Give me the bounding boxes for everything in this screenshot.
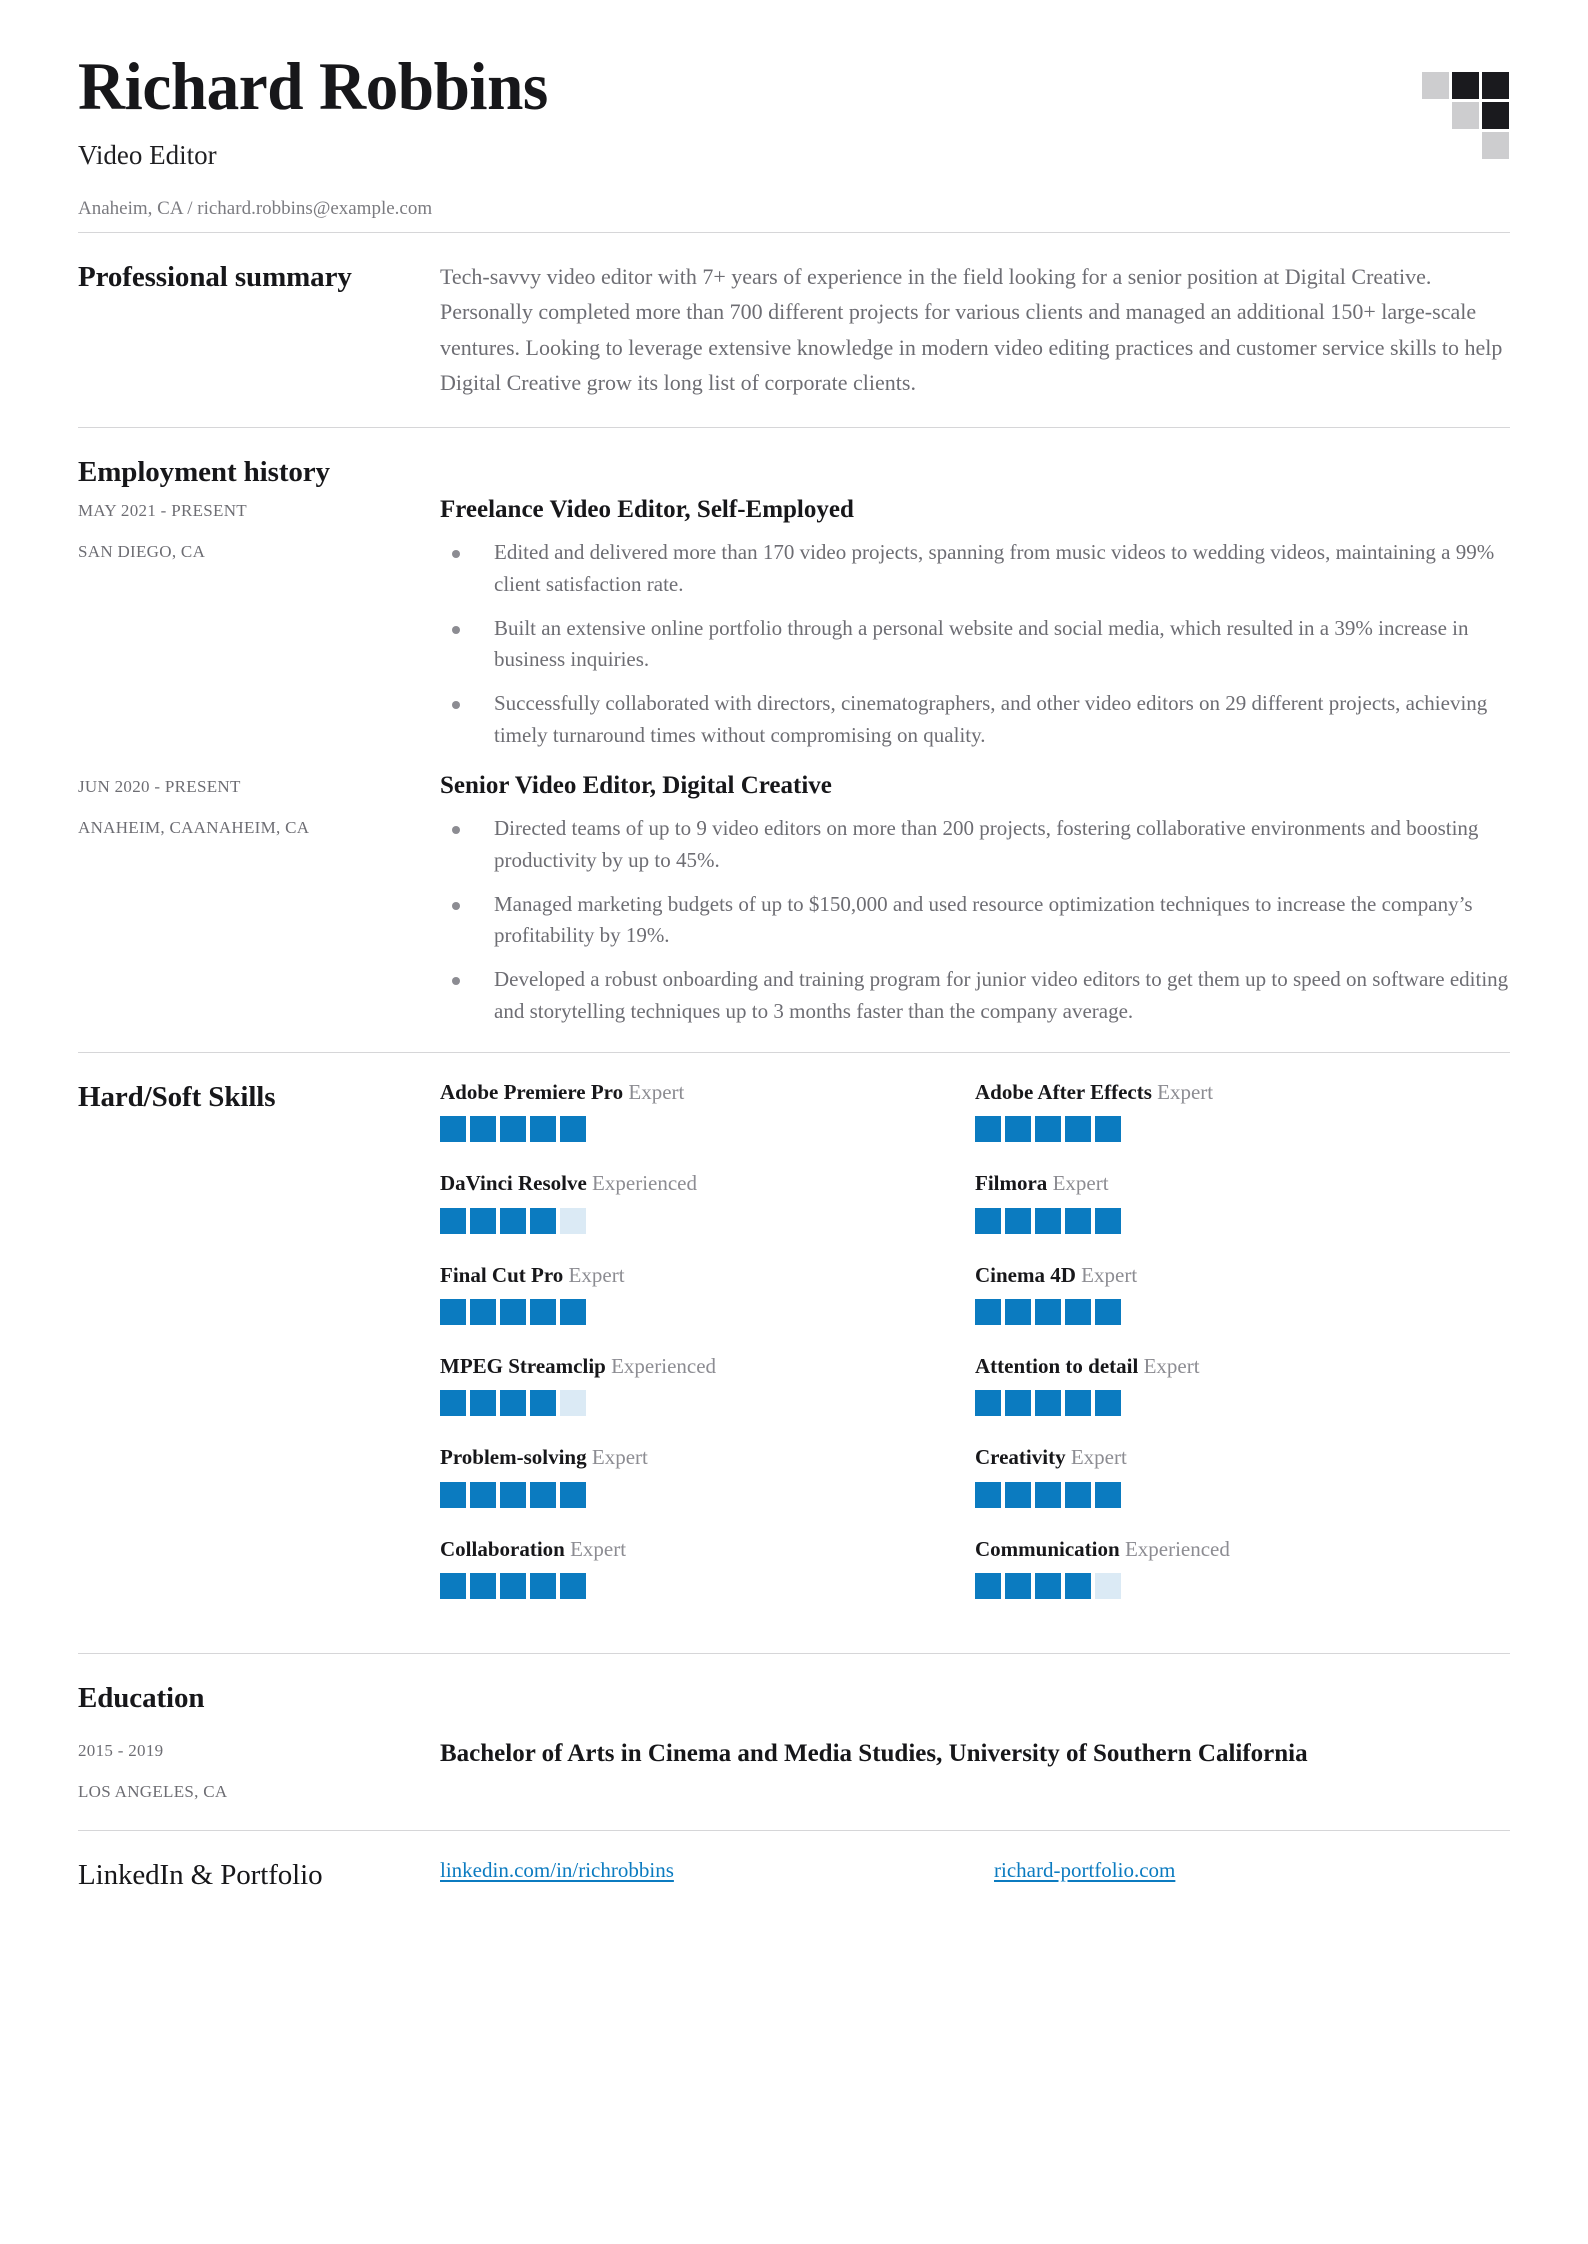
skill-square-filled (1005, 1116, 1031, 1142)
skill-square-filled (1005, 1390, 1031, 1416)
section-links (78, 1831, 1510, 1919)
skill-square-filled (500, 1299, 526, 1325)
skill-square-filled (1005, 1482, 1031, 1508)
employment-bullet-list (440, 813, 1510, 1028)
employment-location: ANAHEIM, CAANAHEIM, CA (78, 817, 310, 837)
skill-label (975, 1536, 1510, 1563)
skill-square-filled (975, 1482, 1001, 1508)
skill-square-filled (530, 1208, 556, 1234)
skill-square-filled (500, 1116, 526, 1142)
skill-name: Cinema 4D (975, 1262, 1076, 1287)
logo-cell-light (1422, 72, 1449, 99)
section-label-column (78, 259, 440, 402)
skill-item (440, 1170, 975, 1233)
skill-square-filled (560, 1482, 586, 1508)
skill-item (975, 1444, 1510, 1507)
section-content-column (440, 1857, 1510, 1893)
skill-square-filled (530, 1482, 556, 1508)
skill-square-filled (530, 1299, 556, 1325)
skill-label (975, 1353, 1510, 1380)
skill-name: Communication (975, 1536, 1120, 1561)
section-label-column (78, 1079, 440, 1627)
skill-label (440, 1536, 975, 1563)
employment-list (78, 494, 1510, 1028)
skill-level-label: Expert (1138, 1354, 1200, 1379)
profile-link[interactable]: linkedin.com/in/richrobbins (440, 1858, 674, 1883)
skill-square-filled (975, 1390, 1001, 1416)
skill-square-filled (560, 1573, 586, 1599)
skill-square-filled (530, 1390, 556, 1416)
skill-item (975, 1170, 1510, 1233)
skill-label (440, 1444, 975, 1471)
skill-square-filled (1035, 1299, 1061, 1325)
section-title-summary: Professional summary (78, 260, 352, 293)
section-education (78, 1654, 1510, 1830)
skill-square-filled (470, 1116, 496, 1142)
skill-item (440, 1444, 975, 1507)
skill-name: Attention to detail (975, 1354, 1139, 1379)
skill-square-filled (1065, 1573, 1091, 1599)
skill-name: Final Cut Pro (440, 1262, 564, 1287)
skill-item (975, 1353, 1510, 1416)
skill-square-filled (1065, 1299, 1091, 1325)
skill-item (440, 1262, 975, 1325)
education-entry (78, 1716, 1510, 1804)
page-title: Richard Robbins (78, 48, 548, 124)
skill-item (975, 1262, 1510, 1325)
profile-link[interactable]: richard-portfolio.com (994, 1858, 1176, 1883)
section-content-column (440, 1079, 1510, 1627)
skill-level-label: Expert (564, 1536, 627, 1561)
resume-header (78, 0, 1510, 232)
job-title: Video Editor (78, 140, 217, 171)
section-title-education: Education (78, 1681, 205, 1714)
link-slot (440, 1857, 994, 1884)
employment-entry (78, 494, 1510, 752)
skill-square-filled (1095, 1116, 1121, 1142)
skill-square-filled (1065, 1390, 1091, 1416)
skill-level-label: Expert (563, 1262, 625, 1287)
skill-name: Collaboration (440, 1536, 565, 1561)
skill-label (440, 1079, 975, 1106)
skill-square-filled (1005, 1208, 1031, 1234)
skill-square-filled (470, 1482, 496, 1508)
section-title-skills: Hard/Soft Skills (78, 1081, 276, 1114)
skill-name: Creativity (975, 1445, 1066, 1470)
logo-cell-light (1452, 102, 1479, 129)
employment-bullet: Successfully collaborated with directors, cinematographers, and other video editors on 29 different projects, achieving timely turnaround times without compromising on quality. (440, 688, 1510, 752)
skill-label (975, 1444, 1510, 1471)
skill-square-filled (975, 1573, 1001, 1599)
skill-item (975, 1079, 1510, 1142)
skill-rating-bar (975, 1299, 1510, 1325)
skill-square-filled (440, 1482, 466, 1508)
section-professional-summary (78, 233, 1510, 428)
skill-name: Adobe Premiere Pro (440, 1080, 624, 1105)
education-location: LOS ANGELES, CA (78, 1781, 228, 1801)
skill-square-filled (560, 1299, 586, 1325)
skill-square-filled (975, 1299, 1001, 1325)
skill-rating-bar (440, 1208, 975, 1234)
skill-level-label: Expert (586, 1445, 648, 1470)
skill-level-label: Experienced (1119, 1536, 1230, 1561)
skill-square-filled (440, 1208, 466, 1234)
skill-square-filled (1065, 1482, 1091, 1508)
skill-square-filled (1065, 1208, 1091, 1234)
section-employment-history (78, 428, 1510, 1052)
employment-main (440, 770, 1510, 1028)
education-list (78, 1716, 1510, 1804)
employment-bullet: Built an extensive online portfolio through a personal website and social media, which resulted in a 39% increase in business inquiries. (440, 613, 1510, 677)
skill-name: Problem-solving (440, 1445, 587, 1470)
skill-item (440, 1536, 975, 1599)
skill-item (440, 1353, 975, 1416)
skill-rating-bar (975, 1390, 1510, 1416)
employment-bullet: Edited and delivered more than 170 video projects, spanning from music videos to wedding videos, maintaining a 99% client satisfaction rate. (440, 537, 1510, 601)
skill-square-filled (1035, 1116, 1061, 1142)
skill-level-label: Expert (1065, 1445, 1127, 1470)
skill-square-filled (1095, 1208, 1121, 1234)
employment-meta (78, 770, 440, 1028)
employment-date: MAY 2021 - PRESENT (78, 501, 247, 521)
skill-square-filled (440, 1299, 466, 1325)
skill-square-filled (1035, 1208, 1061, 1234)
skill-square-filled (1035, 1573, 1061, 1599)
skill-square-filled (1005, 1299, 1031, 1325)
employment-date: JUN 2020 - PRESENT (78, 777, 241, 797)
employment-meta (78, 494, 440, 752)
skill-square-filled (530, 1116, 556, 1142)
skill-square-empty (560, 1390, 586, 1416)
logo-cell-light (1482, 132, 1509, 159)
section-content-column (440, 259, 1510, 402)
employment-bullet-list (440, 537, 1510, 752)
skill-square-filled (1095, 1299, 1121, 1325)
contact-line: Anaheim, CA / richard.robbins@example.com (78, 197, 433, 219)
skill-square-empty (560, 1208, 586, 1234)
skill-square-filled (500, 1482, 526, 1508)
section-label-column (78, 1857, 440, 1893)
skill-label (975, 1170, 1510, 1197)
section-title-links: LinkedIn & Portfolio (78, 1859, 323, 1892)
employment-title: Senior Video Editor, Digital Creative (440, 772, 832, 800)
skill-rating-bar (975, 1208, 1510, 1234)
skill-square-filled (440, 1116, 466, 1142)
skill-item (440, 1079, 975, 1142)
skill-square-filled (470, 1299, 496, 1325)
education-date: 2015 - 2019 (78, 1741, 164, 1761)
skill-square-filled (975, 1208, 1001, 1234)
skill-square-filled (1065, 1116, 1091, 1142)
logo-cell-dark (1482, 72, 1509, 99)
skill-name: DaVinci Resolve (440, 1171, 587, 1196)
skill-rating-bar (440, 1482, 975, 1508)
skill-name: MPEG Streamclip (440, 1354, 606, 1379)
employment-bullet: Managed marketing budgets of up to $150,000 and used resource optimization techniques to increase the company’s profitability by 19%. (440, 889, 1510, 953)
skill-rating-bar (440, 1299, 975, 1325)
skill-label (975, 1262, 1510, 1289)
skill-level-label: Expert (1151, 1080, 1214, 1105)
skill-square-filled (1005, 1573, 1031, 1599)
skill-name: Adobe After Effects (975, 1080, 1152, 1105)
skill-rating-bar (440, 1116, 975, 1142)
education-meta (78, 1738, 440, 1804)
skill-square-filled (975, 1116, 1001, 1142)
link-slot (994, 1857, 1548, 1884)
links-row (440, 1857, 1510, 1884)
skill-level-label: Experienced (605, 1354, 717, 1379)
skill-rating-bar (975, 1482, 1510, 1508)
section-title-employment: Employment history (78, 456, 330, 489)
section-skills (78, 1053, 1510, 1653)
skill-rating-bar (975, 1573, 1510, 1599)
skill-label (975, 1079, 1510, 1106)
skill-square-filled (1095, 1390, 1121, 1416)
skill-square-filled (470, 1208, 496, 1234)
employment-main (440, 494, 1510, 752)
skills-grid (440, 1079, 1510, 1627)
skill-square-filled (470, 1573, 496, 1599)
skill-level-label: Expert (1047, 1171, 1109, 1196)
employment-bullet: Directed teams of up to 9 video editors on more than 200 projects, fostering collaborative environments and boosting productivity by up to 45%. (440, 813, 1510, 877)
skill-square-filled (530, 1573, 556, 1599)
logo-cell-dark (1482, 102, 1509, 129)
skill-square-filled (440, 1390, 466, 1416)
skill-label (440, 1262, 975, 1289)
skill-square-filled (1035, 1390, 1061, 1416)
employment-title: Freelance Video Editor, Self-Employed (440, 496, 854, 524)
education-degree: Bachelor of Arts in Cinema and Media Studies, University of Southern California (440, 1740, 1308, 1768)
skill-name: Filmora (975, 1171, 1048, 1196)
skill-rating-bar (440, 1390, 975, 1416)
skill-square-filled (500, 1390, 526, 1416)
education-main (440, 1738, 1510, 1804)
skill-level-label: Expert (1075, 1262, 1138, 1287)
skill-rating-bar (440, 1573, 975, 1599)
skill-rating-bar (975, 1116, 1510, 1142)
employment-entry (78, 770, 1510, 1028)
skill-square-empty (1095, 1573, 1121, 1599)
skill-square-filled (500, 1573, 526, 1599)
summary-text: Tech-savvy video editor with 7+ years of experience in the field looking for a senior position at Digital Creative. Personally completed more than 700 different projects for various clients and managed an additional 150+ large-scale ventures. Looking to leverage extensive knowledge in modern video editing practices and customer service skills to help Digital Creative grow its long list of corporate clients. (440, 263, 1503, 396)
skill-item (975, 1536, 1510, 1599)
skill-square-filled (1035, 1482, 1061, 1508)
skill-square-filled (1095, 1482, 1121, 1508)
skill-square-filled (440, 1573, 466, 1599)
logo-squares-icon (1422, 72, 1510, 160)
skill-square-filled (500, 1208, 526, 1234)
skill-label (440, 1170, 975, 1197)
skill-level-label: Expert (623, 1080, 685, 1105)
skill-square-filled (470, 1390, 496, 1416)
employment-bullet: Developed a robust onboarding and training program for junior video editors to get them up to speed on software editing and storytelling techniques up to 3 months faster than the company average. (440, 964, 1510, 1028)
skill-square-filled (560, 1116, 586, 1142)
logo-cell-dark (1452, 72, 1479, 99)
skill-level-label: Experienced (586, 1171, 697, 1196)
skill-label (440, 1353, 975, 1380)
employment-location: SAN DIEGO, CA (78, 541, 206, 561)
